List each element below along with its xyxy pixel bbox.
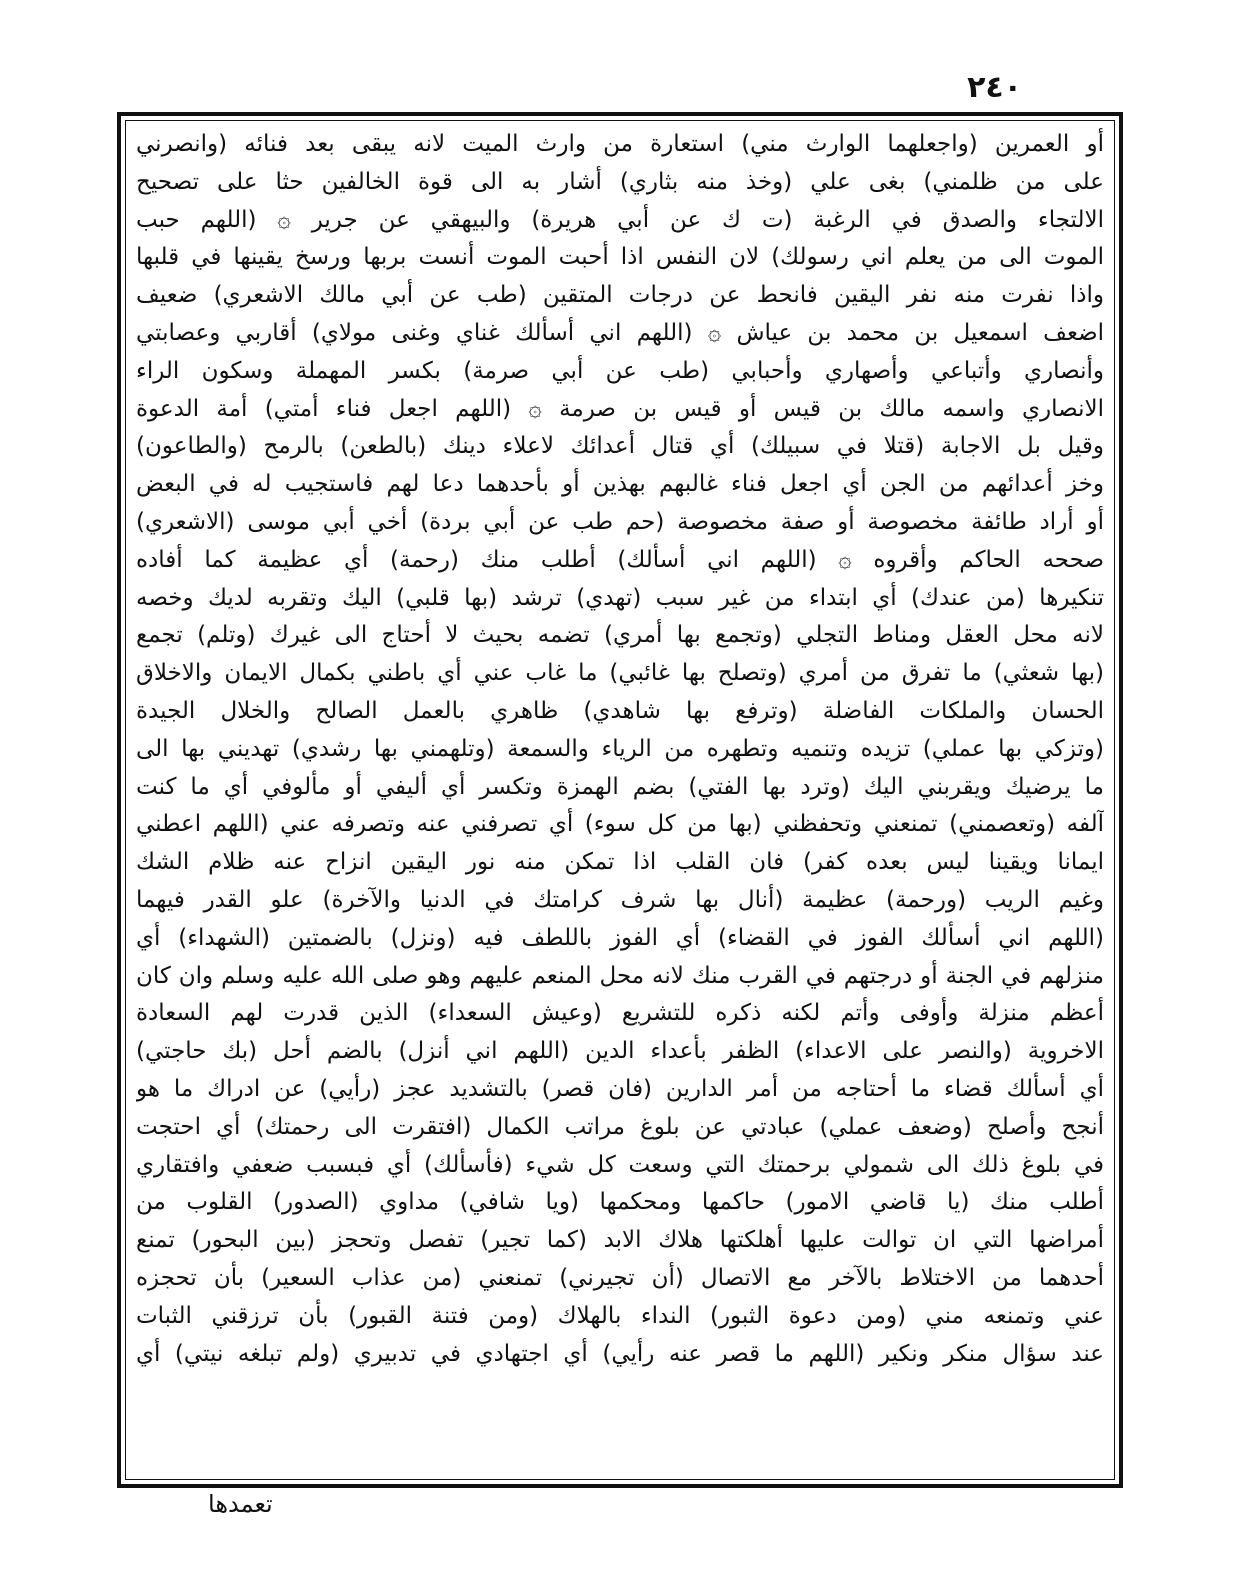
text-line-19: آلفه (وتعصمني) تمنعني وتحفظني (بها من كل سوء) أي تصرفني عنه وتصرفه عني (اللهم اعطني: [136, 811, 1104, 838]
text-line-36: [136, 1449, 1104, 1487]
text-line-2: على من ظلمني) بغى علي (وخذ منه بثاري) أشار به الى قوة الخالفين حثا على تصحيح: [136, 168, 1104, 195]
text-line-16: الحسان والملكات الفاضلة (وترفع بها شاهدي) ظاهري بالعمل الصالح والخلال الجيدة: [136, 697, 1104, 724]
text-line-9: وقيل بل الاجابة (قتلا في سبيلك) أي قتال أعدائك لاعلاء دينك (بالطعن) بالرمح (والطاعون): [136, 433, 1104, 460]
page-number: ٢٤٠: [967, 70, 1022, 105]
text-line-28: في بلوغ ذلك الى شمولي برحمتك التي وسعت كل شيء (فأسألك) أي فبسبب ضعفي وافتقاري: [136, 1151, 1104, 1178]
text-line-1: أو العمرين (واجعلهما الوارث مني) استعارة من وارث الميت لانه يبقى بعد فنائه (وانصرني: [136, 131, 1104, 157]
text-line-18: ما يرضيك ويقربني اليك (وترد بها الفتي) بضم الهمزة وتكسر أي أليفي أو مألوفي أي ما كنت: [136, 773, 1104, 800]
text-line-5: واذا نفرت منه نفر اليقين فانحط عن درجات المتقين (طب عن أبي مالك الاشعري) ضعيف: [136, 282, 1104, 309]
text-line-6: اضعف اسمعيل بن محمد بن عياش ۞ (اللهم اني أسألك غناي وغنى مولاي) أقاربي وعصابتي: [136, 319, 1104, 346]
text-line-29: أطلب منك (يا قاضي الامور) حاكمها ومحكمها (ويا شافي) مداوي (الصدور) القلوب من: [136, 1189, 1104, 1216]
text-line-12: صححه الحاكم وأقروه ۞ (اللهم اني أسألك) أطلب منك (رحمة) أي عظيمة كما أفاده: [136, 546, 1104, 573]
text-line-22: (اللهم اني أسألك الفوز في القضاء) أي الفوز باللطف فيه (ونزل) بالضمتين (الشهداء) أي: [136, 924, 1104, 951]
text-line-7: وأنصاري وأتباعي وأصهاري وأحبابي (طب عن أبي صرمة) بكسر المهملة وسكون الراء: [136, 357, 1104, 384]
text-line-26: أي أسألك قضاء ما أحتاجه من أمر الدارين (فان قصر) بالتشديد عجز (رأيي) عن ادراك ما هو: [136, 1075, 1104, 1102]
text-line-24: أعظم منزلة وأوفى وأتم لكنه ذكره للتشريع (وعيش السعداء) الذين قدرت لهم السعادة: [136, 1000, 1104, 1027]
catchword: تعمدها: [208, 1490, 273, 1518]
text-line-30: أمراضها التي ان توالت عليها أهلكتها هلاك الابد (كما تجير) تفصل وتحجز (بين البحور) تمنع: [136, 1227, 1104, 1254]
text-line-11: أو أراد طائفة مخصوصة أو صفة مخصوصة (حم طب عن أبي بردة) أخي أبي موسى (الاشعري): [136, 508, 1104, 535]
text-line-35: [136, 1411, 1104, 1449]
commentary-text-block: [136, 126, 1104, 1487]
text-line-15: (بها شعثي) ما تفرق من أمري (وتصلح بها غائبي) ما غاب عني أي باطني بكمال الايمان والاخلاق: [136, 660, 1104, 687]
text-line-3: الالتجاء والصدق في الرغبة (ت ك عن أبي هريرة) والبيهقي عن جرير ۞ (اللهم حبب: [136, 206, 1104, 233]
text-line-34: [136, 1373, 1104, 1411]
text-line-33: عند سؤال منكر ونكير (اللهم ما قصر عنه رأيي) أي اجتهادي في تدبيري (ولم تبلغه نيتي) أي: [136, 1340, 1104, 1367]
text-line-13: تنكيرها (من عندك) أي ابتداء من غير سبب (تهدي) ترشد (بها قلبي) اليك وتقربه لديك وخصه: [136, 584, 1104, 611]
text-line-23: منزلهم في الجنة أو درجتهم في القرب منك لانه محل المنعم عليهم وهو صلى الله عليه وسلم وان كان: [136, 962, 1104, 989]
text-line-4: الموت الى من يعلم اني رسولك) لان النفس اذا أحبت الموت أنست بربها ورسخ يقينها في قلبها: [136, 244, 1104, 271]
text-line-32: عني وتمنعه مني (ومن دعوة الثبور) النداء بالهلاك (ومن فتنة القبور) بأن ترزقني الثبات: [136, 1302, 1104, 1329]
text-line-31: أحدهما من الاختلاط بالآخر مع الاتصال (أن تجيرني) تمنعني (من عذاب السعير) بأن تحجزه: [136, 1264, 1104, 1291]
text-line-20: ايمانا ويقينا ليس بعده كفر) فان القلب اذا تمكن منه نور اليقين انزاح عنه ظلام الشك: [136, 849, 1104, 876]
text-line-25: الاخروية (والنصر على الاعداء) الظفر بأعداء الدين (اللهم اني أنزل) بالضم أحل (بك حاجتي): [136, 1038, 1104, 1065]
text-line-8: الانصاري واسمه مالك بن قيس أو قيس بن صرمة ۞ (اللهم اجعل فناء أمتي) أمة الدعوة: [136, 395, 1104, 422]
text-line-14: لانه محل العقل ومناط التجلي (وتجمع بها أمري) تضمه بحيث لا أحتاج الى غيرك (وتلم) تجمع: [136, 622, 1104, 649]
text-line-21: وغيم الريب (ورحمة) عظيمة (أنال بها شرف كرامتك في الدنيا والآخرة) علو القدر فيهما: [136, 886, 1104, 913]
text-line-10: وخز أعدائهم من الجن أي اجعل فناء غالبهم بهذين أو بأحدهما دعا لهم فاستجيب له في البعض: [136, 471, 1104, 498]
text-line-17: (وتزكي بها عملي) تزيده وتنميه وتطهره من الرياء والسمعة (وتلهمني بها رشدي) تهديني بها الى: [136, 735, 1104, 762]
text-line-27: أنجح وأصلح (وضعف عملي) عبادتي عن بلوغ مراتب الكمال (افتقرت الى رحمتك) أي احتجت: [136, 1113, 1104, 1140]
